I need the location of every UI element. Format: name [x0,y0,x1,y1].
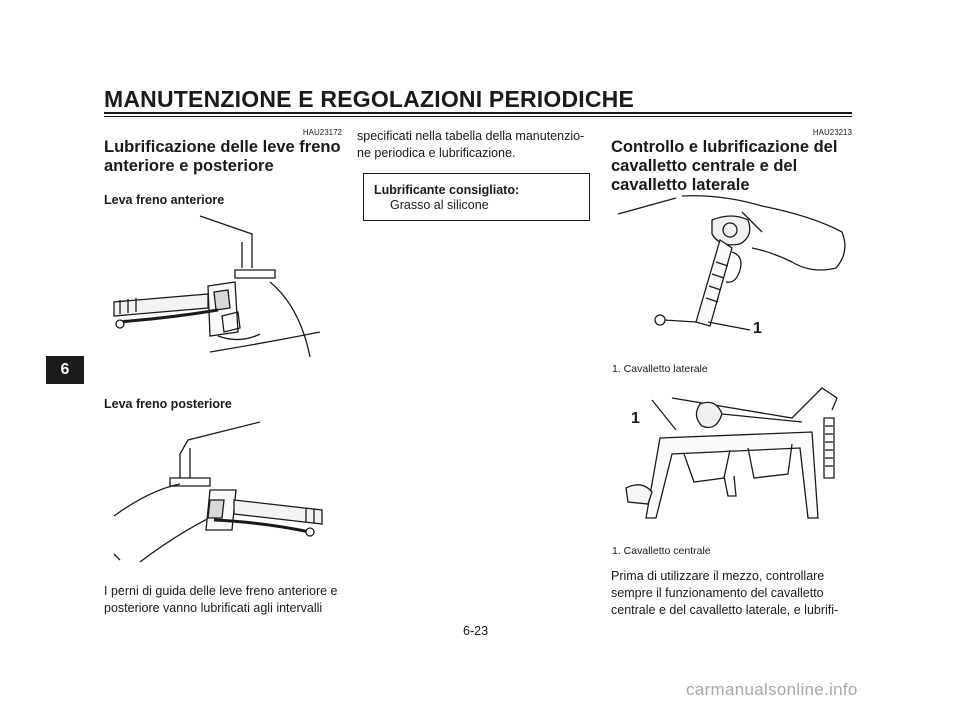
front-brake-lever-label: Leva freno anteriore [104,193,225,207]
recommended-lubricant-box [363,173,590,221]
center-stand-caption: 1. Cavalletto centrale [612,545,711,557]
page-header-title: MANUTENZIONE E REGOLAZIONI PERIODICHE [104,86,635,112]
chapter-tab[interactable]: 6 [46,356,84,384]
body-line: centrale e del cavalletto laterale, e lubrifi- [611,603,839,617]
rear-brake-lever-label: Leva freno posteriore [104,397,232,411]
heading-line: Controllo e lubrificazione del [611,138,838,156]
section-heading-brake-levers [104,138,344,176]
front-brake-lever-illustration [110,212,340,372]
section-code-brake-levers: HAU23172 [302,128,342,137]
side-stand-illustration [612,192,852,352]
stands-body-text [611,568,853,619]
rear-brake-lever-illustration [110,414,340,574]
recommended-lubricant-value: Grasso al silicone [390,198,489,212]
heading-line: cavalletto laterale [611,176,750,194]
brake-levers-body-text [104,583,344,617]
watermark-link[interactable]: carmanualsonline.info [686,680,858,699]
body-line: ne periodica e lubrificazione. [357,146,516,160]
center-stand-callout: 1 [631,410,640,427]
section-code-stands: HAU23213 [812,128,852,137]
middle-body-text [357,128,599,162]
page-number: 6-23 [463,624,489,638]
side-stand-callout: 1 [753,320,762,337]
heading-line: anteriore e posteriore [104,157,274,175]
recommended-lubricant-title: Lubrificante consigliato: [374,183,520,197]
body-line: sempre il funzionamento del cavalletto [611,586,824,600]
body-line: specificati nella tabella della manutenzio- [357,129,585,143]
side-stand-caption: 1. Cavalletto laterale [612,363,708,375]
body-line: Prima di utilizzare il mezzo, controllare [611,569,825,583]
section-heading-stands [611,138,856,195]
heading-line: Lubrificazione delle leve freno [104,138,341,156]
header-rule-thin [104,116,852,117]
heading-line: cavalletto centrale e del [611,157,798,175]
header-rule-thick [104,112,852,114]
body-line: I perni di guida delle leve freno anteriore e [104,584,338,598]
body-line: posteriore vanno lubrificati agli intervalli [104,601,323,615]
center-stand-illustration [612,378,852,528]
